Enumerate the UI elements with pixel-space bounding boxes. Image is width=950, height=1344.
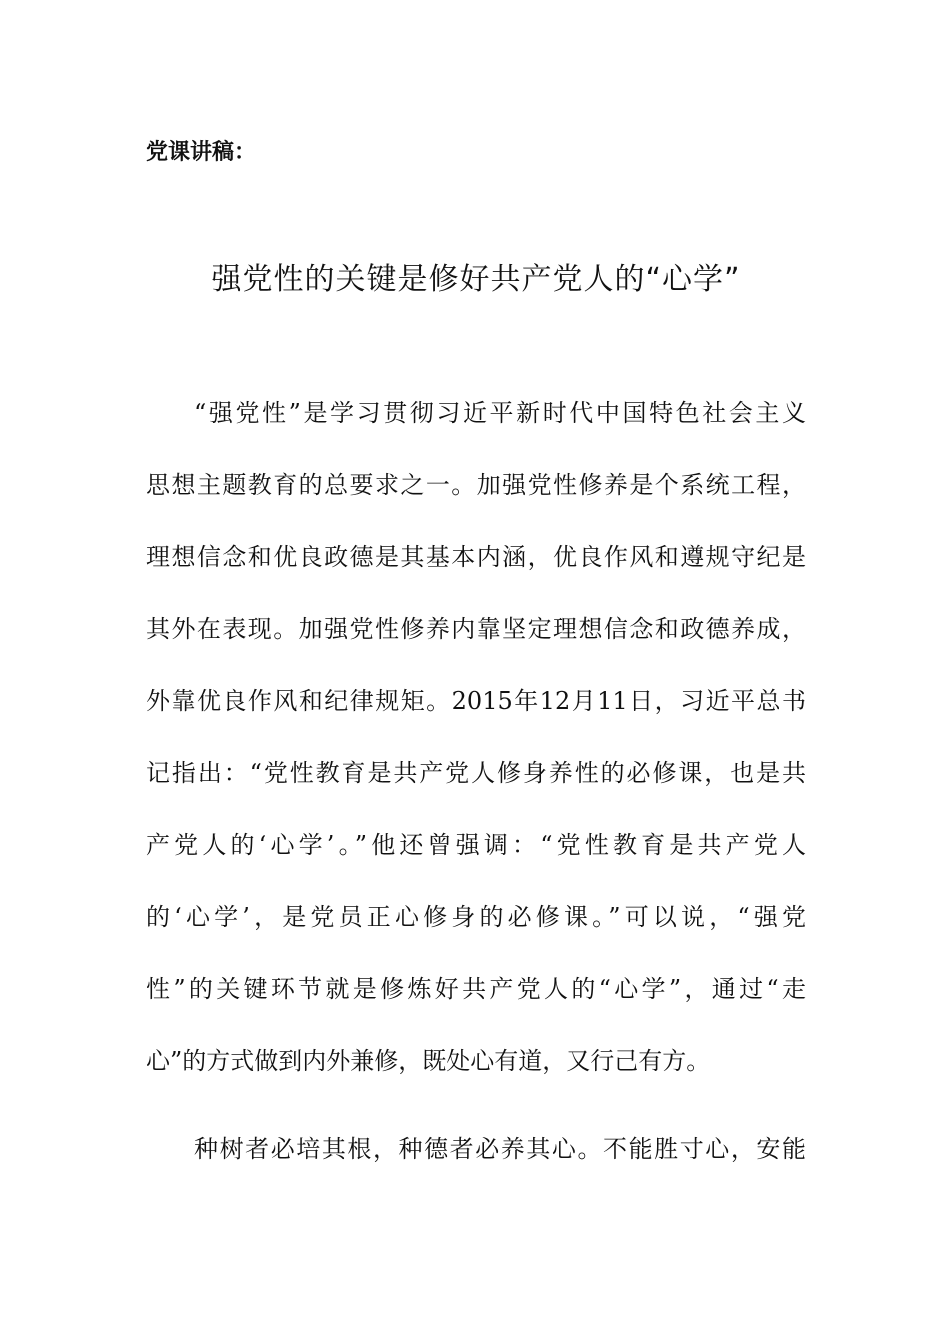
paragraph-line: 种树者必培其根，种德者必养其心。不能胜寸心，安能 [194, 1135, 806, 1163]
paragraph-line: 记指出：“党性教育是共产党人修身养性的必修课，也是共 [146, 759, 806, 787]
paragraph-1 [146, 377, 806, 1097]
paragraph-line: 外靠优良作风和纪律规矩。2015年12月11日，习近平总书 [146, 687, 806, 715]
document-title: 强党性的关键是修好共产党人的“心学” [211, 262, 741, 297]
paragraph-line: 思想主题教育的总要求之一。加强党性修养是个系统工程， [146, 471, 806, 499]
paragraph-line: 心”的方式做到内外兼修，既处心有道，又行己有方。 [146, 1047, 711, 1075]
paragraph-line: 其外在表现。加强党性修养内靠坚定理想信念和政德养成， [146, 615, 806, 643]
paragraph-line: 性”的关键环节就是修炼好共产党人的“心学”，通过“走 [146, 975, 806, 1003]
paragraph-line: 理想信念和优良政德是其基本内涵，优良作风和遵规守纪是 [146, 543, 806, 571]
document-kicker: 党课讲稿： [146, 140, 257, 165]
paragraph-line: 产党人的‘心学’。”他还曾强调：“党性教育是共产党人 [146, 831, 806, 859]
paragraph-2 [146, 1113, 806, 1185]
paragraph-line: 的‘心学’，是党员正心修身的必修课。”可以说，“强党 [146, 903, 806, 931]
paragraph-line: “强党性”是学习贯彻习近平新时代中国特色社会主义 [194, 399, 806, 427]
